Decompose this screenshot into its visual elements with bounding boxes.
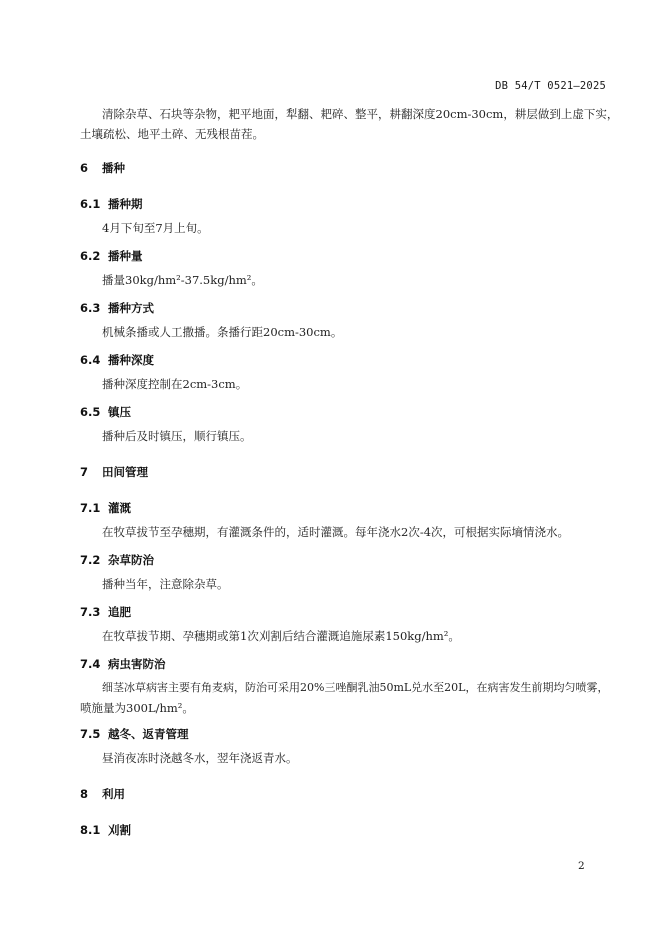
section-title: 播种方式 [108, 301, 154, 315]
section-number: 6.1 [80, 197, 101, 211]
chapter-title: 田间管理 [102, 465, 148, 479]
section-number: 6.5 [80, 405, 101, 419]
section-number: 6.2 [80, 249, 101, 263]
chapter-number: 6 [80, 161, 89, 175]
chapter-title: 利用 [102, 787, 125, 801]
chapter-title: 播种 [102, 161, 125, 175]
chapter-8-heading [80, 786, 125, 802]
section-title: 播种期 [108, 197, 143, 211]
section-number: 6.3 [80, 301, 101, 315]
section-number: 7.4 [80, 657, 101, 671]
section-7-2-heading [80, 552, 154, 568]
section-7-1-text: 在牧草拔节至孕穗期，有灌溉条件的，适时灌溉。每年浇水2次-4次，可根据实际墒情浇水。 [102, 525, 570, 539]
section-6-1-text: 4月下旬至7月上旬。 [102, 221, 209, 235]
section-7-4-heading [80, 656, 166, 672]
section-number: 6.4 [80, 353, 101, 367]
section-title: 灌溉 [108, 501, 131, 515]
section-number: 8.1 [80, 823, 101, 837]
chapter-number: 8 [80, 787, 89, 801]
section-6-2-text: 播量30kg/hm²-37.5kg/hm²。 [102, 273, 263, 287]
section-title: 病虫害防治 [108, 657, 166, 671]
section-7-5-heading [80, 726, 189, 742]
section-7-2-text: 播种当年，注意除杂草。 [102, 577, 229, 591]
section-number: 7.5 [80, 727, 101, 741]
document-code: DB 54/T 0521—2025 [495, 80, 606, 92]
section-6-2-heading [80, 248, 143, 264]
section-8-1-heading [80, 822, 131, 838]
section-number: 7.3 [80, 605, 101, 619]
section-number: 7.1 [80, 501, 101, 515]
section-title: 刈割 [108, 823, 131, 837]
intro-paragraph-line-1: 清除杂草、石块等杂物，耙平地面，犁翻、耙碎、整平，耕翻深度20cm-30cm，耕层做到上虚下实， [102, 107, 619, 121]
intro-paragraph-line-2: 土壤疏松、地平土碎、无残根苗茬。 [80, 127, 264, 141]
section-title: 追肥 [108, 605, 131, 619]
section-7-3-heading [80, 604, 131, 620]
section-7-1-heading [80, 500, 131, 516]
section-6-3-heading [80, 300, 154, 316]
chapter-6-heading [80, 160, 125, 176]
section-title: 越冬、返青管理 [108, 727, 189, 741]
section-6-3-text: 机械条播或人工撒播。条播行距20cm-30cm。 [102, 325, 343, 339]
section-title: 播种量 [108, 249, 143, 263]
chapter-number: 7 [80, 465, 89, 479]
section-6-1-heading [80, 196, 143, 212]
section-6-5-heading [80, 404, 131, 420]
page-number: 2 [578, 860, 585, 872]
section-7-5-text: 昼消夜冻时浇越冬水，翌年浇返青水。 [102, 751, 298, 765]
chapter-7-heading [80, 464, 148, 480]
section-7-4-text-line-1: 细茎冰草病害主要有角麦病，防治可采用20%三唑酮乳油50mL兑水至20L，在病害发生前期均匀喷雾， [102, 681, 609, 694]
section-6-4-text: 播种深度控制在2cm-3cm。 [102, 377, 248, 391]
section-6-4-heading [80, 352, 154, 368]
section-title: 杂草防治 [108, 553, 154, 567]
section-7-4-text-line-2: 喷施量为300L/hm²。 [80, 701, 194, 715]
section-7-3-text: 在牧草拔节期、孕穗期或第1次刈割后结合灌溉追施尿素150kg/hm²。 [102, 629, 460, 643]
section-title: 镇压 [108, 405, 131, 419]
section-6-5-text: 播种后及时镇压，顺行镇压。 [102, 429, 252, 443]
section-number: 7.2 [80, 553, 101, 567]
section-title: 播种深度 [108, 353, 154, 367]
